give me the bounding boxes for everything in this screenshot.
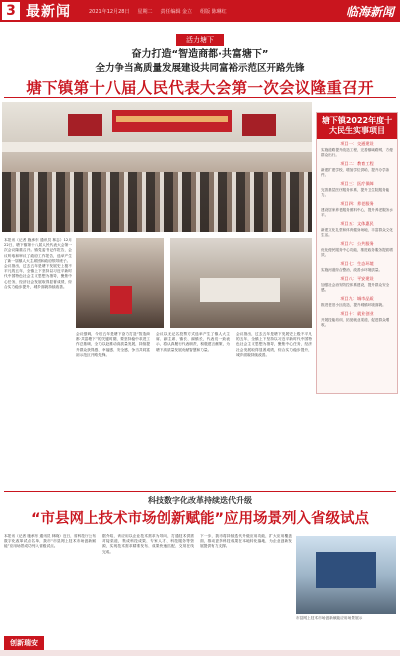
- article1-paragraph: 本报讯（记者 施承东 通讯员 林志）12月22日，塘下镇第十八届人民代表大会第一次会议隆重召开。镇党委书记作报告，会议听取和审议了政府工作报告，选举产生了新一届镇人大主席团和政府领导班子。: [4, 238, 72, 263]
- left-screen: [68, 114, 102, 136]
- article2-paragraph: 据介绍，该应用以企业技术需求为导向，打通技术供需对接渠道，集成科技成果、专家人才、科技服务等资源，实现技术需求精准发布、成果快速匹配、交易在线完成。: [102, 534, 194, 554]
- project-name: 项目四：养老服务: [340, 201, 374, 206]
- article1-column-1: [4, 238, 72, 490]
- article2-column-3: [200, 534, 292, 650]
- page-number: 3: [2, 2, 20, 20]
- issue-weekday: 星期二: [137, 8, 153, 15]
- project-description: 实施道路提升改造工程，完善镇域路网，方便群众出行。: [321, 148, 393, 157]
- tech-market-photo: [296, 536, 396, 614]
- project-description: 加强社会治安防控体系建设，提升群众安全感。: [321, 283, 390, 292]
- project-description: 推进老旧小区改造，提升城镇环境面貌。: [321, 303, 386, 307]
- display-screen: [316, 552, 376, 588]
- project-description: 完善基层医疗服务体系，提升卫生院服务能力。: [321, 188, 390, 197]
- project-name: 项目六：公共服务: [340, 241, 374, 246]
- project-item: [317, 219, 397, 239]
- audience-rows: [2, 172, 312, 232]
- projects-box: [316, 112, 398, 394]
- article2-headline: “市县网上技术市场创新赋能”应用场景列入省级试点: [30, 511, 370, 527]
- project-item: [317, 259, 397, 274]
- article2-column-1: [4, 534, 96, 634]
- article1-column-4: [236, 332, 312, 490]
- project-description: 优化便民服务中心功能，推进政务服务提质增效。: [321, 248, 393, 257]
- project-description: 新建扩建学校，增加学位供给，提升办学条件。: [321, 168, 390, 177]
- article1-paragraph: 会议以无记名投票方式选举产生了镇人大主席、副主席、镇长、副镇长，代表们一致表示，将认真履行代表职责，积极建言献策，为塘下高质量发展贡献智慧和力量。: [156, 332, 230, 352]
- project-name: 项目五：文体惠民: [340, 221, 374, 226]
- projects-list: [317, 139, 397, 329]
- designer-credit: 组版 陈琳红: [200, 8, 227, 15]
- project-name: 项目九：城市品质: [340, 296, 374, 301]
- projects-box-title: 塘下镇2022年度十大民生实事项目: [317, 113, 397, 139]
- meeting-hall-photo: [2, 102, 312, 232]
- project-name: 项目十：就业创业: [340, 311, 374, 316]
- delegates-photo: [170, 238, 312, 328]
- stage-banner-text: [116, 116, 228, 122]
- project-item: [317, 309, 397, 329]
- kicker-wrap: [0, 27, 400, 46]
- article1-column-3: [156, 332, 230, 490]
- project-item: [317, 239, 397, 259]
- article1-paragraph: 会议指出，过去五年是塘下发展史上极不平凡的五年，全镇上下坚持以习近平新时代中国特色社会主义思想为指导，聚焦中心任务，经济社会发展取得显著成绩，综合实力稳步提升，城乡面貌持续改善。: [236, 332, 312, 357]
- article2-column-2: [102, 534, 194, 650]
- project-description: 建设居家养老服务照料中心，提升养老服务水平。: [321, 208, 393, 217]
- section-name: 最新闻: [26, 4, 71, 20]
- footer-band: [0, 650, 400, 656]
- project-name: 项目一：交通建设: [340, 141, 374, 146]
- article2-paragraph: 本报讯（记者 施承东 通讯员 林晓）近日，省科技厅公布数字化改革试点名单，我市“市县网上技术市场创新赋能”应用场景成功列入省级试点。: [4, 534, 96, 549]
- project-item: [317, 294, 397, 309]
- discussion-table: [200, 278, 280, 302]
- headline-rule: [4, 97, 396, 98]
- project-description: 开展技能培训，拓宽就业渠道，促进群众增收。: [321, 318, 390, 327]
- project-name: 项目七：生态环境: [340, 261, 374, 266]
- section-rule: [4, 491, 396, 492]
- article1-paragraph: 会议指出，过去五年是塘下发展史上极不平凡的五年，全镇上下坚持以习近平新时代中国特色社会主义思想为指导，聚焦中心任务，经济社会发展取得显著成绩，综合实力稳步提升，城乡面貌持续改善。: [4, 264, 72, 289]
- voting-photo: [76, 238, 164, 328]
- article2-paragraph: 下一步，我市将持续迭代升级应用功能，扩大应用覆盖面，推动更多科技成果在本地转化落地，为企业创新发展提供有力支撑。: [200, 534, 292, 549]
- project-item: [317, 139, 397, 159]
- subhead-secondary: 全力争当高质量发展建设共同富裕示范区开路先锋: [95, 63, 305, 74]
- photo-caption: 市县网上技术市场创新赋能应用场景展示: [296, 616, 363, 620]
- issue-date: 2021年12月28日: [89, 8, 130, 15]
- article1-column-2: [76, 332, 150, 490]
- main-headline: 塘下镇第十八届人民代表大会第一次会议隆重召开: [26, 79, 374, 97]
- project-name: 项目二：教育工程: [340, 161, 374, 166]
- article1-paragraph: 会议强调，今后五年是塘下奋力打造“智造商都·共富塘下”的关键时期，要坚持稳中求进工作总基调，全力以赴推动高质量发展，持续提升群众获得感、幸福感、安全感，争当共同富裕示范区开路先锋。: [76, 332, 150, 357]
- paper-name: 临海新闻: [345, 4, 394, 19]
- masthead-meta: [89, 8, 227, 15]
- project-name: 项目八：平安建设: [340, 276, 374, 281]
- project-description: 新建文化礼堂和体育健身场地，丰富群众文化生活。: [321, 228, 393, 237]
- project-description: 实施河道综合整治，改善水环境质量。: [321, 268, 383, 272]
- project-item: [317, 274, 397, 294]
- project-item: [317, 179, 397, 199]
- project-name: 项目三：医疗保障: [340, 181, 374, 186]
- project-item: [317, 159, 397, 179]
- column-tag: 创新瑞安: [4, 636, 44, 650]
- project-item: [317, 199, 397, 219]
- masthead: [0, 0, 400, 22]
- ballot-box: [110, 286, 132, 314]
- subhead-primary: 奋力打造“智造商都·共富塘下”: [131, 49, 269, 60]
- editor-credit: 责任编辑 金立: [160, 8, 193, 15]
- right-screen: [242, 114, 276, 136]
- article2-subtag: 科技数字化改革持续迭代升级: [148, 496, 252, 505]
- kicker-label: 活力塘下: [176, 34, 224, 46]
- rostrum-table: [2, 142, 312, 152]
